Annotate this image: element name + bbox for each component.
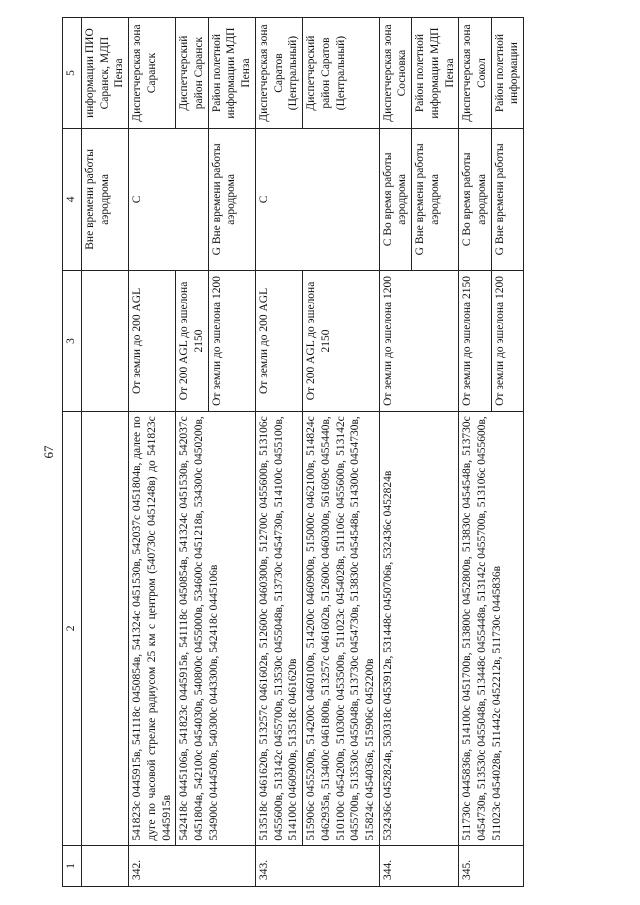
- airspace-cell: Район полетной информации МДП Пенза: [412, 18, 459, 129]
- header-col-2: 2: [63, 412, 82, 845]
- table-row: [82, 18, 129, 887]
- altitude-cell: От земли до эшелона 1200: [491, 270, 523, 412]
- airspace-cell: Район полетной информации МДП Пенза: [208, 18, 255, 129]
- coordinates-cell: 542418с 0445106в, 541823с 0445915в, 541118с 0450854в, 541324с 0451530в, 542037с 0451804в, 542100с 0454030в, 540800с 0455000в, 534600с 0451218в, 534300с 0450200в, 534900с 0444500в, 540300с 0443300в, 542418с 0445106в: [176, 412, 256, 845]
- altitude-cell: От земли до 200 AGL: [129, 270, 176, 412]
- class-cell: G Вне времени работы: [491, 129, 523, 271]
- row-number: 345.: [459, 845, 524, 886]
- table-header-row: [63, 18, 82, 887]
- schedule-cell: Вне времени работы аэродрома: [82, 129, 129, 271]
- airspace-cell: Диспетчерская зона Саратов (Центральный): [255, 18, 302, 129]
- table-row: [459, 18, 491, 887]
- altitude-cell: От земли до эшелона 2150: [459, 270, 491, 412]
- coordinates-cell: 515906с 0455200в, 514200с 0460100в, 514200с 0460900в, 515000с 0462100в, 514824с 0462935в, 513400с 0461800в, 513257с 0461602в, 512600с 0460300в, 561609с 0455440в, 510100с 0454200в, 510300с 0453500в, 511023с 0454028в, 511106с 0455600в, 513142с 0455700в, 513530с 0455048в, 513730с 0454730в, 513830с 0454548в, 514300с 0454730в, 515824с 0454036в, 515906с 0452200в: [303, 412, 380, 845]
- row-number: 342.: [129, 845, 256, 886]
- coordinates-cell: 513518с 0461620в, 513257с 0461602в, 512600с 0460300в, 512700с 0455600в, 513106с 0455600в, 513142с 0455700в, 513530с 0455048в, 513730с 0454730в, 514100с 0455100в, 514100с 0460900в, 513518с 0461620в: [255, 412, 302, 845]
- rotated-page: [40, 17, 600, 887]
- class-cell: G Вне времени работы аэродрома: [208, 129, 255, 271]
- airspace-cell: Диспетчерская зона Сокол: [459, 18, 491, 129]
- class-cell: С: [255, 129, 379, 271]
- airspace-cell: Диспетчерская зона Сосновка: [379, 18, 411, 129]
- airspace-cell: информации ПИО Саранск, МДП Пенза: [82, 18, 129, 129]
- row-number: 343.: [255, 845, 379, 886]
- page-number: 67: [41, 445, 56, 459]
- class-cell: G Вне времени работы аэродрома: [412, 129, 459, 271]
- airspace-cell: Район полетной информации: [491, 18, 523, 129]
- table-row: [379, 18, 411, 887]
- airspace-table: [62, 17, 524, 887]
- airspace-cell: Диспетчерский район Саратов (Центральный): [303, 18, 380, 129]
- altitude-cell: От 200 AGL до эшелона 2150: [176, 270, 208, 412]
- class-cell: С Во время работы аэродрома: [379, 129, 411, 271]
- coordinates-cell: 511730с 0445836в, 514100с 0451700в, 513800с 0452800в, 513830с 0454548в, 513730с 0454730в, 513530с 0455048в, 513448с 0455448в, 513142с 0455700в, 513106с 0455600в, 511023с 0454028в, 511442с 0452212в, 511730с 0445836в: [459, 412, 524, 845]
- airspace-cell: Диспетчерская зона Саранск: [129, 18, 176, 129]
- altitude-cell: От земли до 200 AGL: [255, 270, 302, 412]
- altitude-cell: От 200 AGL до эшелона 2150: [303, 270, 380, 412]
- airspace-cell: Диспетчерский район Саранск: [176, 18, 208, 129]
- class-cell: С: [129, 129, 209, 271]
- coordinates-cell: 541823с 0445915в, 541118с 0450854в, 541324с 0451530в, 542037с 0451804в, далее по дуге по часовой стрелке радиусом 25 км с центром (540730с 0451248в) до 541823с 0445915в: [129, 412, 176, 845]
- header-col-1: 1: [63, 845, 82, 886]
- altitude-cell: От земли до эшелона 1200: [208, 270, 255, 412]
- table-row: [255, 18, 302, 887]
- row-number: 344.: [379, 845, 459, 886]
- table-row: [129, 18, 176, 887]
- header-col-4: 4: [63, 129, 82, 271]
- coordinates-cell: 532436с 0452824в, 530318с 0453912в, 531448с 0450706в, 532436с 0452824в: [379, 412, 459, 845]
- altitude-cell: От земли до эшелона 1200: [379, 270, 459, 412]
- class-cell: С Во время работы аэродрома: [459, 129, 491, 271]
- header-col-3: 3: [63, 270, 82, 412]
- header-col-5: 5: [63, 18, 82, 129]
